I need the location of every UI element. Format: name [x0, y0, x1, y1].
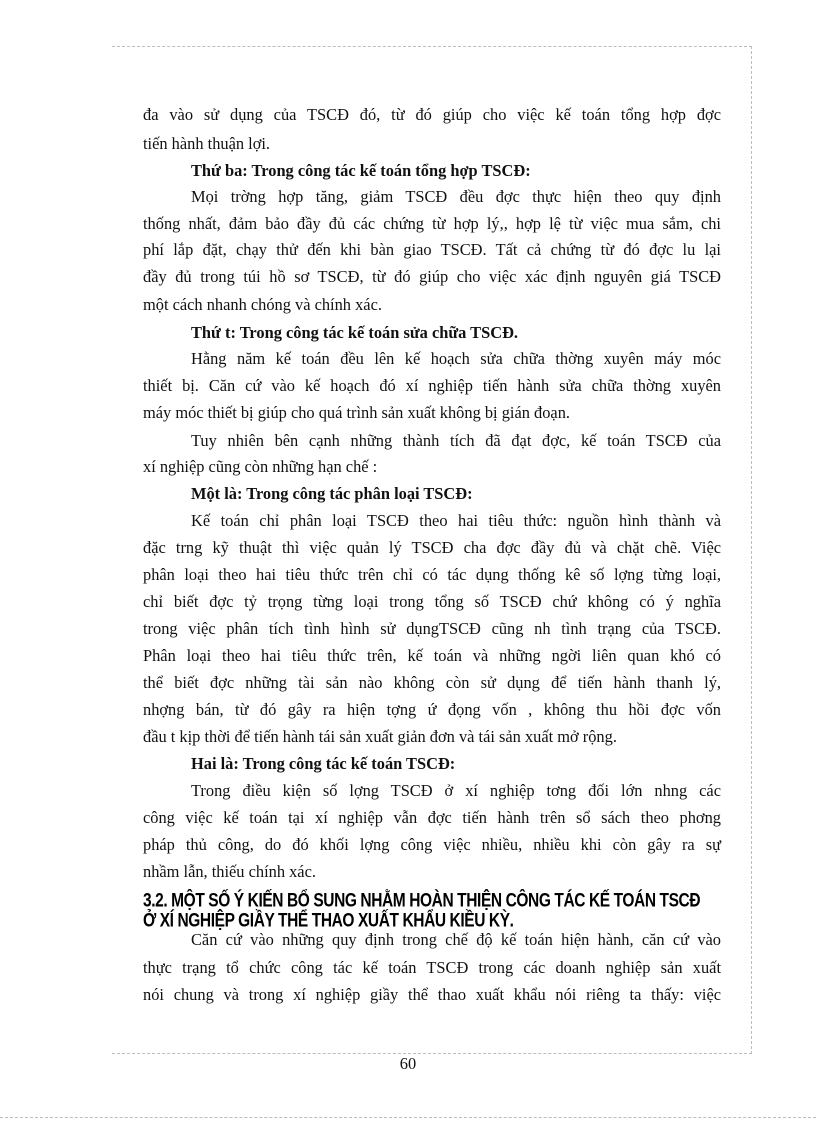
subheading-hai-la: Hai là: Trong công tác kế toán TSCĐ:	[191, 754, 456, 773]
section-heading-line: 3.2. MỘT SỐ Ý KIẾN BỔ SUNG NHẰM HOÀN THIỆN CÔNG TÁC KẾ TOÁN TSCĐ	[143, 890, 701, 912]
paragraph-line: Trong điều kiện số lợng TSCĐ ở xí nghiệp tơng đối lớn nhng các	[191, 781, 721, 800]
paragraph-line: Phân loại theo hai tiêu thức trên, kế toán và những ngời liên quan khó có	[143, 646, 721, 665]
paragraph-line: công việc kế toán tại xí nghiệp vẫn đợc tiến hành trên sổ sách theo phơng	[143, 808, 721, 827]
paragraph-line: chỉ biết đợc tỷ trọng từng loại trong tổng số TSCĐ chứ không có ý nghĩa	[143, 592, 721, 611]
paragraph-line: thống nhất, đảm bảo đầy đủ các chứng từ hợp lý,, hợp lệ từ việc mua sắm, chi	[143, 214, 721, 233]
subheading-mot-la: Một là: Trong công tác phân loại TSCĐ:	[191, 484, 473, 503]
footer-divider	[0, 1117, 816, 1118]
paragraph-line: thể biết đợc những tài sản nào không còn sử dụng để tiến hành thanh lý,	[143, 673, 721, 692]
paragraph-line: thực trạng tổ chức công tác kế toán TSCĐ trong các doanh nghiệp sản xuất	[143, 958, 721, 977]
paragraph-line: nói chung và trong xí nghiệp giầy thể thao xuất khẩu nói riêng ta thấy: việc	[143, 985, 721, 1004]
paragraph-line: thiết bị. Căn cứ vào kế hoạch đó xí nghiệp tiến hành sửa chữa thờng xuyên	[143, 376, 721, 395]
paragraph-line: phí lắp đặt, chạy thử đến khi bàn giao TSCĐ. Tất cả chứng từ đó đợc lu lại	[143, 240, 721, 259]
subheading-thu-tu: Thứ t: Trong công tác kế toán sửa chữa TSCĐ.	[191, 323, 519, 342]
paragraph-line: nhợng bán, từ đó gây ra hiện tợng ứ đọng vốn , không thu hồi đợc vốn	[143, 700, 721, 719]
paragraph-line: pháp thủ công, do đó khối lợng công việc nhiều, nhiều khi còn gây ra sự	[143, 835, 721, 854]
section-heading-line: Ở XÍ NGHIỆP GIẦY THỂ THAO XUẤT KHẨU KIỀU KỲ.	[143, 910, 514, 932]
paragraph-line: Kế toán chỉ phân loại TSCĐ theo hai tiêu thức: nguồn hình thành và	[191, 511, 721, 530]
paragraph-line: đa vào sử dụng của TSCĐ đó, từ đó giúp cho việc kế toán tổng hợp đợc	[143, 105, 721, 124]
paragraph-line: Mọi trờng hợp tăng, giảm TSCĐ đều đợc thực hiện theo quy định	[191, 187, 721, 206]
paragraph-line: phân loại theo hai tiêu thức trên chỉ có tác dụng thống kê số lợng từng loại,	[143, 565, 721, 584]
paragraph-line: trong việc phân tích tình hình sử dụngTSCĐ cũng nh tình trạng của TSCĐ.	[143, 619, 721, 638]
page-number: 60	[399, 1054, 417, 1073]
paragraph-line: máy móc thiết bị giúp cho quá trình sản xuất không bị gián đoạn.	[143, 403, 570, 422]
paragraph-line: Căn cứ vào những quy định trong chế độ kế toán hiện hành, căn cứ vào	[191, 930, 721, 949]
paragraph-line: tiến hành thuận lợi.	[143, 134, 271, 153]
paragraph-line: đầu t kịp thời để tiến hành tái sản xuất giản đơn và tái sản xuất mở rộng.	[143, 727, 617, 746]
paragraph-line: xí nghiệp cũng còn những hạn chế :	[143, 457, 378, 476]
paragraph-line: đặc trng kỹ thuật thì việc quản lý TSCĐ cha đợc đầy đủ và chặt chẽ. Việc	[143, 538, 721, 557]
subheading-thu-ba: Thứ ba: Trong công tác kế toán tổng hợp TSCĐ:	[191, 161, 531, 180]
paragraph-line: đầy đủ trong túi hồ sơ TSCĐ, từ đó giúp cho việc xác định nguyên giá TSCĐ	[143, 267, 721, 286]
paragraph-line: nhầm lẫn, thiếu chính xác.	[143, 862, 316, 881]
paragraph-line: một cách nhanh chóng và chính xác.	[143, 295, 382, 314]
paragraph-line: Tuy nhiên bên cạnh những thành tích đã đạt đợc, kế toán TSCĐ của	[191, 431, 721, 450]
paragraph-line: Hằng năm kế toán đều lên kế hoạch sửa chữa thờng xuyên máy móc	[191, 349, 721, 368]
